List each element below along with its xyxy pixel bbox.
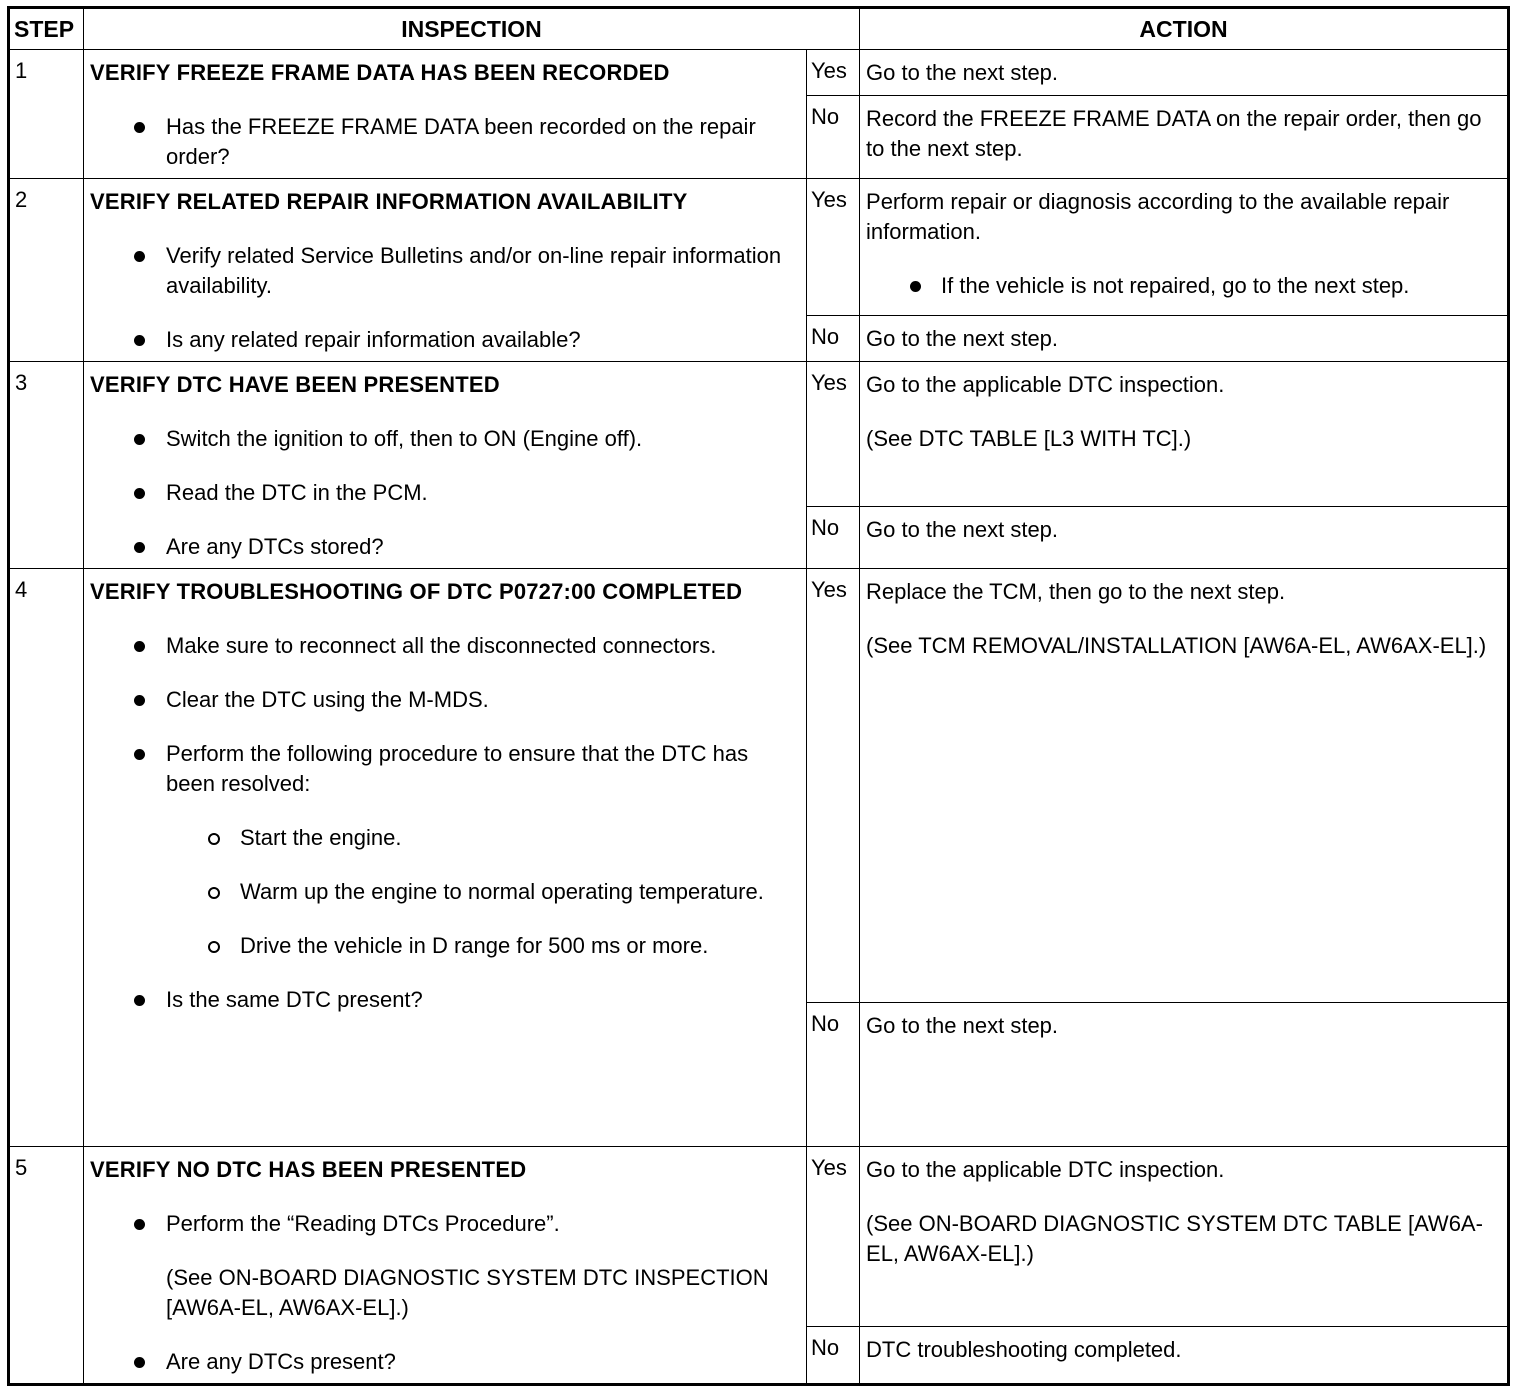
no-action [860,506,1509,568]
yes-label: Yes [807,1147,860,1327]
bullet-item: Is the same DTC present? [90,985,796,1015]
yes-label: Yes [807,179,860,316]
step-inspection [84,179,807,362]
step-inspection [84,362,807,569]
bullet-item: Perform the following procedure to ensure that the DTC has been resolved: [90,739,796,799]
header-action: ACTION [860,8,1509,50]
no-action [860,96,1509,179]
sub-bullet-item: Start the engine. [165,823,796,853]
no-label: No [807,96,860,179]
step-number: 4 [9,569,84,1147]
no-action [860,315,1509,361]
action-text: Go to the next step. [866,516,1059,542]
sub-bullet-item: Drive the vehicle in D range for 500 ms or more. [165,931,796,961]
bullet-list [90,1347,796,1377]
step-inspection [84,50,807,179]
no-label: No [807,1003,860,1147]
action-note: (See ON-BOARD DIAGNOSTIC SYSTEM DTC TABLE [AW6A-EL, AW6AX-EL].) [866,1211,1483,1266]
bullet-item: Verify related Service Bulletins and/or on-line repair information availability. [90,241,796,301]
no-label: No [807,315,860,361]
bullet-item: Clear the DTC using the M-MDS. [90,685,796,715]
diagnostic-table [7,6,1510,1386]
yes-action [860,569,1509,1003]
action-text: DTC troubleshooting completed. [866,1336,1182,1362]
bullet-note: (See ON-BOARD DIAGNOSTIC SYSTEM DTC INSPECTION [AW6A-EL, AW6AX-EL].) [166,1265,769,1320]
bullet-item: Is any related repair information available? [90,325,796,355]
bullet-item: Switch the ignition to off, then to ON (Engine off). [90,424,796,454]
action-text: Go to the applicable DTC inspection. [866,372,1225,397]
action-text: Record the FREEZE FRAME DATA on the repair order, then go to the next step. [866,106,1482,162]
action-note: (See TCM REMOVAL/INSTALLATION [AW6A-EL, AW6AX-EL].) [866,633,1487,658]
bullet-item: Are any DTCs stored? [90,532,796,562]
bullet-list [90,241,796,355]
step-5-yes-row [9,1147,1509,1327]
step-inspection [84,1147,807,1385]
no-action [860,1003,1509,1147]
action-text: Perform repair or diagnosis according to the available repair information. [866,189,1450,244]
no-label: No [807,1326,860,1385]
header-step: STEP [9,8,84,50]
step-number: 5 [9,1147,84,1385]
bullet-list [90,985,796,1015]
step-4-yes-row [9,569,1509,1003]
step-title: VERIFY RELATED REPAIR INFORMATION AVAILABILITY [90,189,688,214]
yes-action [860,362,1509,507]
bullet-list [90,424,796,562]
yes-action [860,179,1509,316]
step-2-yes-row [9,179,1509,316]
bullet-item: Are any DTCs present? [90,1347,796,1377]
step-inspection [84,569,807,1147]
yes-action [860,50,1509,96]
bullet-list [90,112,796,172]
bullet-item: Perform the “Reading DTCs Procedure”. [90,1209,796,1239]
step-title: VERIFY TROUBLESHOOTING OF DTC P0727:00 COMPLETED [90,579,743,604]
step-number: 1 [9,50,84,179]
no-action [860,1326,1509,1385]
sub-bullet-item: Warm up the engine to normal operating temperature. [165,877,796,907]
action-bullet-list [866,271,1497,301]
sub-bullet-list [90,823,796,961]
yes-label: Yes [807,569,860,1003]
step-title: VERIFY NO DTC HAS BEEN PRESENTED [90,1157,527,1182]
action-note: (See DTC TABLE [L3 WITH TC].) [866,426,1192,451]
bullet-item: Read the DTC in the PCM. [90,478,796,508]
step-title: VERIFY FREEZE FRAME DATA HAS BEEN RECORDED [90,60,670,85]
bullet-list [90,631,796,799]
bullet-item: Make sure to reconnect all the disconnected connectors. [90,631,796,661]
step-title: VERIFY DTC HAVE BEEN PRESENTED [90,372,500,397]
step-number: 3 [9,362,84,569]
yes-label: Yes [807,362,860,507]
yes-action [860,1147,1509,1327]
yes-label: Yes [807,50,860,96]
action-text: Go to the next step. [866,325,1059,351]
bullet-item: Has the FREEZE FRAME DATA been recorded on the repair order? [90,112,796,172]
action-text: Replace the TCM, then go to the next step. [866,579,1286,604]
step-number: 2 [9,179,84,362]
action-text: Go to the next step. [866,60,1059,85]
no-label: No [807,506,860,568]
step-3-yes-row [9,362,1509,507]
action-text: Go to the applicable DTC inspection. [866,1157,1225,1182]
action-bullet: If the vehicle is not repaired, go to the next step. [866,271,1497,301]
header-inspection: INSPECTION [84,8,860,50]
bullet-list [90,1209,796,1239]
header-row [9,8,1509,50]
step-1-yes-row [9,50,1509,96]
action-text: Go to the next step. [866,1013,1059,1038]
